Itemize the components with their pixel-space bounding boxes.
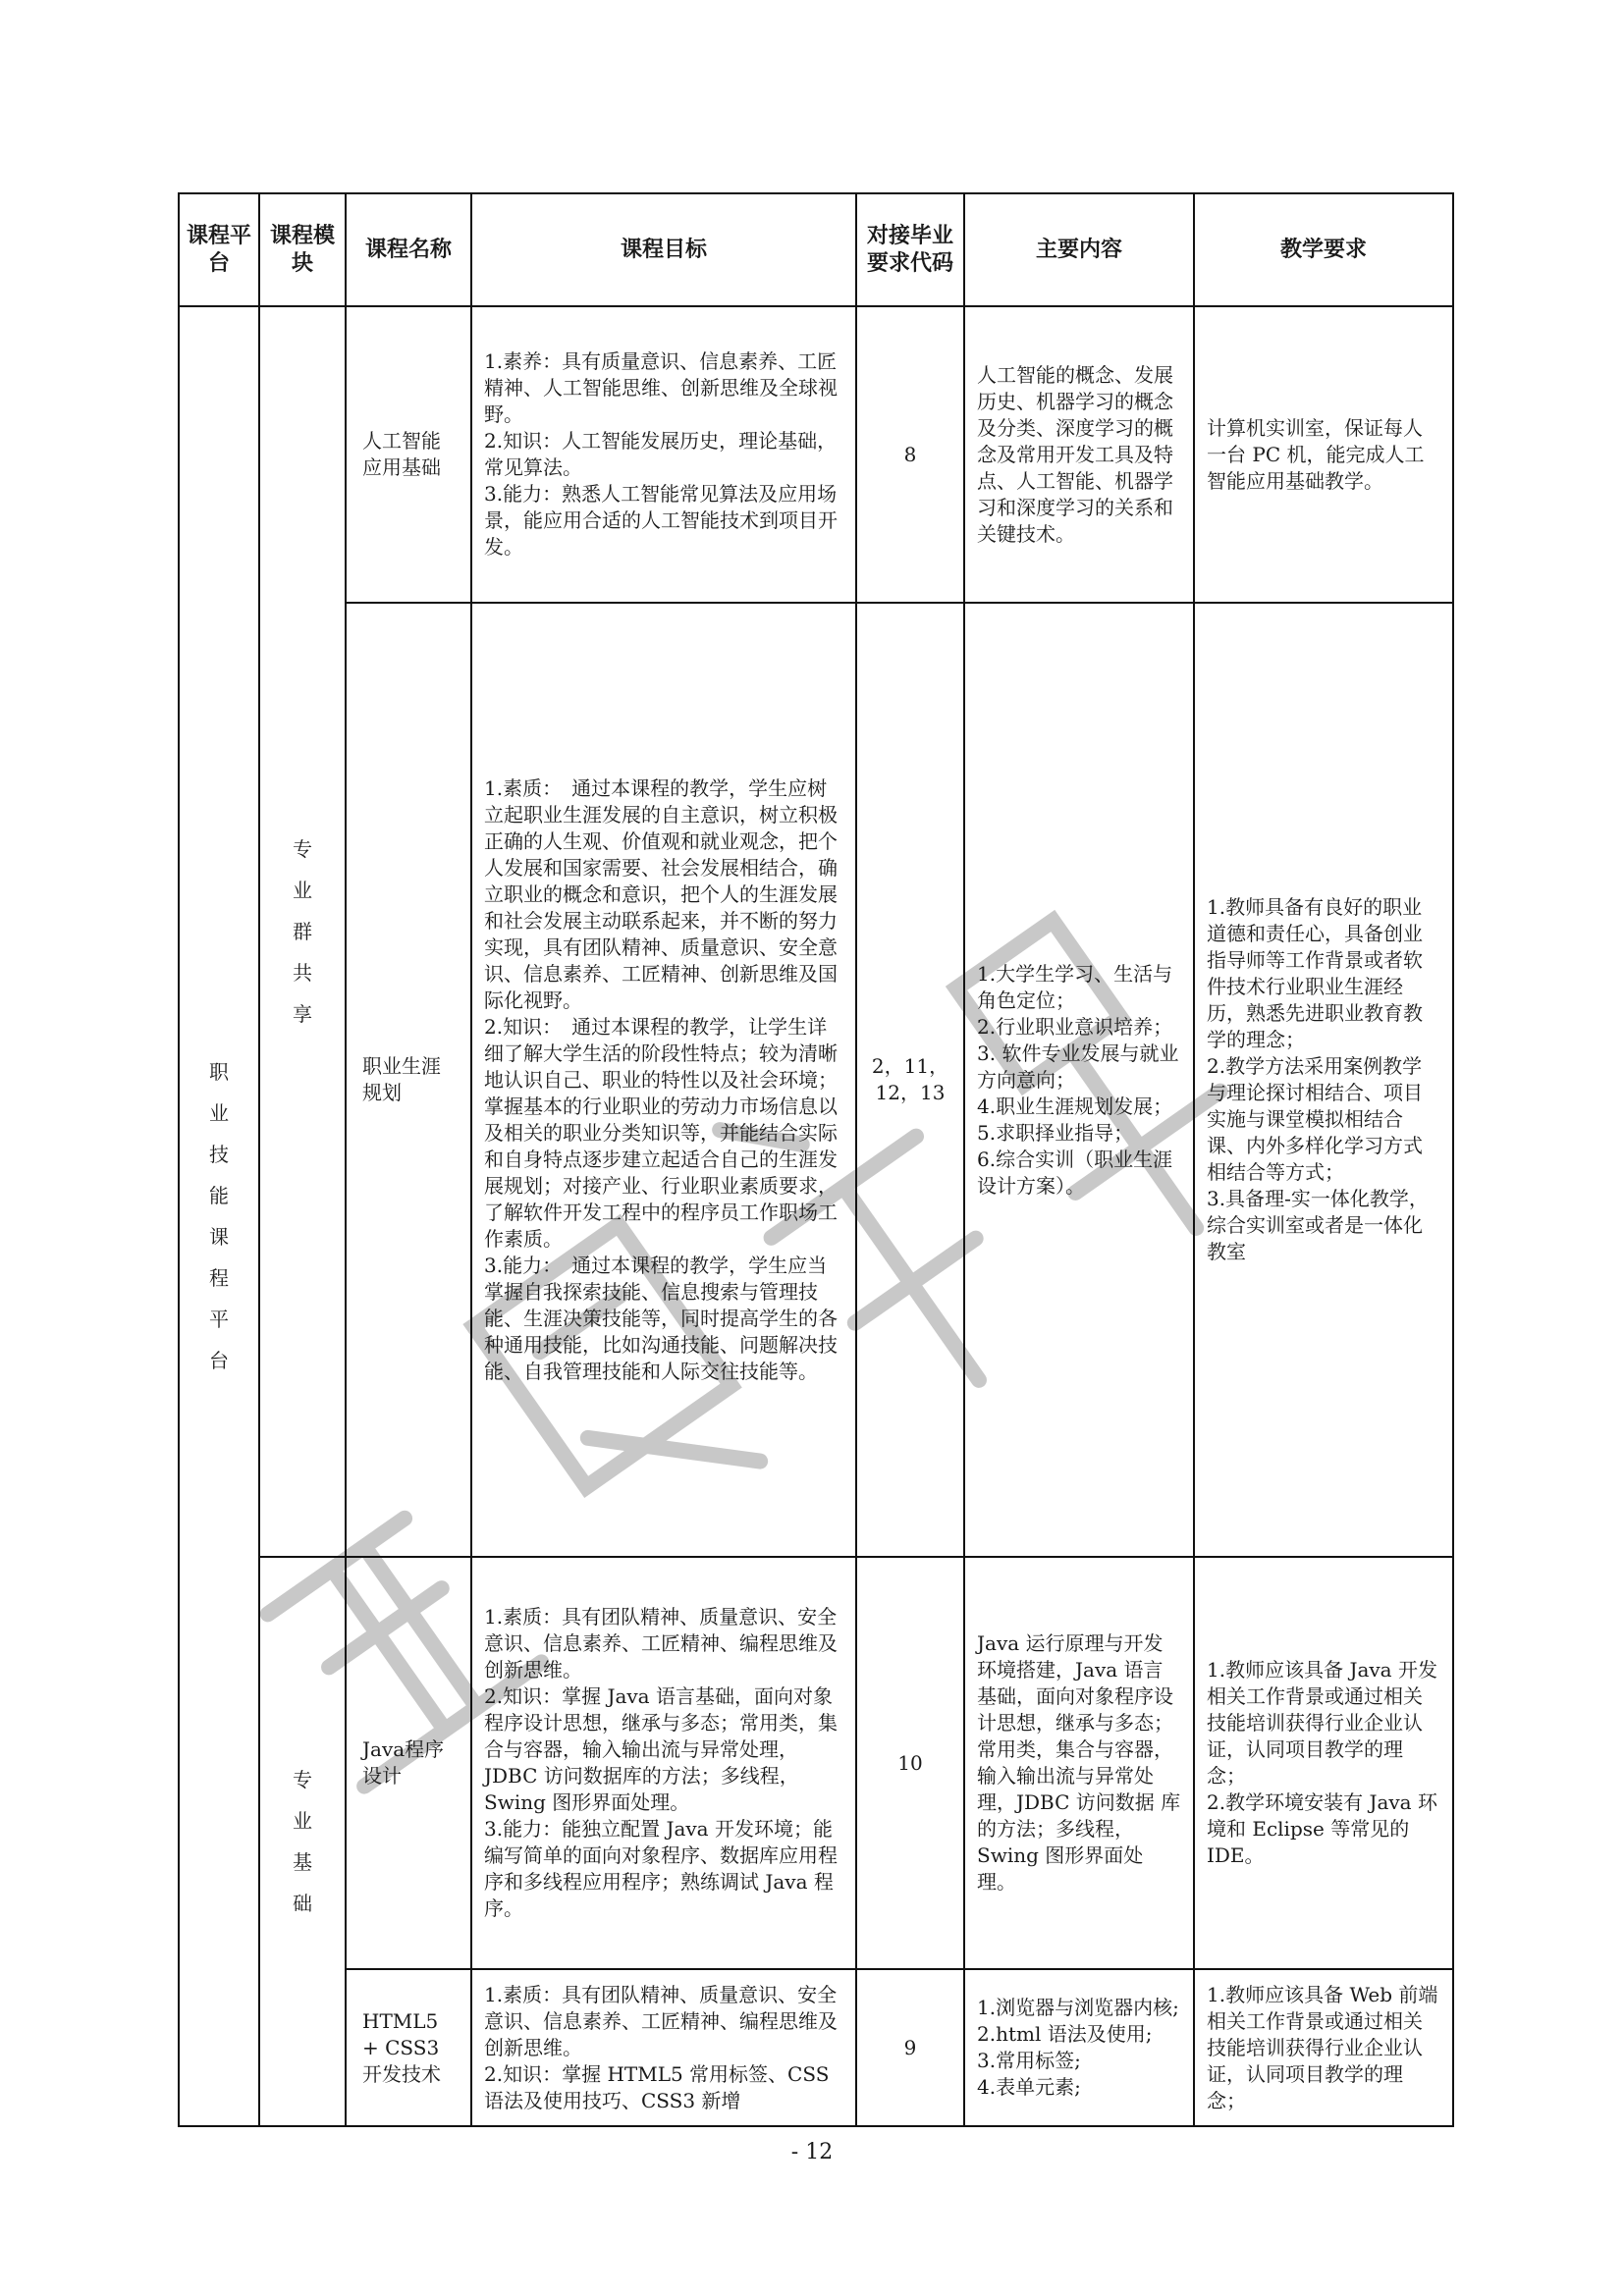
course-goals: 1.素质： 通过本课程的教学，学生应树立起职业生涯发展的自主意识，树立积极正确的人生观、价值观和就业观念，把个人发展和国家需要、社会发展相结合，确立职业的概念和意识，把个人的生涯发展和社会发展主动联系起来，并不断的努力实现，具有团队精神、质量意识、安全意识、信息素养、工匠精神、创新思维及国际化视野。 2.知识： 通过本课程的教学，让学生详细了解大学生活的阶段性特点；较为清晰地认识自己、职业的特性以及社会环境；掌握基本的行业职业的劳动力市场信息以及相关的职业分类知识等，并能结合实际和自身特点逐步建立起适合自己的生涯发展规划；对接产业、行业职业素质要求，了解软件开发工程中的程序员工作职场工作素质。 3.能力： 通过本课程的教学，学生应当掌握自我探索技能、信息搜索与管理技能、生涯决策技能等，同时提高学生的各种通用技能，比如沟通技能、问题解决技能、自我管理技能和人际交往技能等。 xyxy=(471,603,856,1557)
graduation-code: 9 xyxy=(856,1969,964,2126)
table-row xyxy=(179,603,1453,1557)
course-goals: 1.素质：具有团队精神、质量意识、安全意识、信息素养、工匠精神、编程思维及创新思维。 2.知识：掌握 Java 语言基础，面向对象程序设计思想，继承与多态；常用类，集合与容器，输入输出流与异常处理，JDBC 访问数据库的方法；多线程，Swing 图形界面处理。 3.能力：能独立配置 Java 开发环境；能编写简单的面向对象程序、数据库应用程序和多线程应用程序；熟练调试 Java 程序。 xyxy=(471,1557,856,1969)
page-number: - 12 xyxy=(790,2140,834,2164)
curriculum-table xyxy=(178,192,1454,2127)
header-module: 课程模块 xyxy=(259,193,346,306)
header-course-name: 课程名称 xyxy=(346,193,471,306)
graduation-code: 10 xyxy=(856,1557,964,1969)
main-content: Java 运行原理与开发环境搭建，Java 语言基础，面向对象程序设计思想，继承与多态；常用类，集合与容器，输入输出流与异常处理，JDBC 访问数据 库的方法；多线程，Swing 图形界面处理。 xyxy=(964,1557,1194,1969)
main-content: 人工智能的概念、发展历史、机器学习的概念及分类、深度学习的概念及常用开发工具及特点、人工智能、机器学习和深度学习的关系和关键技术。 xyxy=(964,306,1194,603)
header-teaching-req: 教学要求 xyxy=(1194,193,1453,306)
header-main-content: 主要内容 xyxy=(964,193,1194,306)
header-goals: 课程目标 xyxy=(471,193,856,306)
table-row xyxy=(179,1557,1453,1969)
teaching-requirement: 1.教师应该具备 Java 开发相关工作背景或通过相关技能培训获得行业企业认证，认同项目教学的理念； 2.教学环境安装有 Java 环境和 Eclipse 等常见的 IDE。 xyxy=(1194,1557,1453,1969)
course-goals: 1.素养：具有质量意识、信息素养、工匠精神、人工智能思维、创新思维及全球视野。 2.知识：人工智能发展历史，理论基础，常见算法。 3.能力：熟悉人工智能常见算法及应用场景，能应用合适的人工智能技术到项目开发。 xyxy=(471,306,856,603)
graduation-code: 2，11，12，13 xyxy=(856,603,964,1557)
teaching-requirement: 计算机实训室，保证每人一台 PC 机，能完成人工智能应用基础教学。 xyxy=(1194,306,1453,603)
table-row xyxy=(179,1969,1453,2126)
course-name: 人工智能应用基础 xyxy=(346,306,471,603)
main-content: 1.大学生学习、生活与角色定位； 2.行业职业意识培养； 3. 软件专业发展与就业方向意向； 4.职业生涯规划发展； 5.求职择业指导； 6.综合实训（职业生涯设计方案）。 xyxy=(964,603,1194,1557)
graduation-code: 8 xyxy=(856,306,964,603)
course-name: 职业生涯规划 xyxy=(346,603,471,1557)
table-row xyxy=(179,306,1453,603)
header-platform: 课程平台 xyxy=(179,193,259,306)
course-name: HTML5 + CSS3 开发技术 xyxy=(346,1969,471,2126)
platform-cell: 职业技能课程平台 xyxy=(179,306,259,2126)
module-cell-shared: 专业群共享 xyxy=(259,306,346,1557)
header-graduation-code: 对接毕业要求代码 xyxy=(856,193,964,306)
module-cell-foundation: 专业基础 xyxy=(259,1557,346,2126)
table-header-row xyxy=(179,193,1453,306)
main-content: 1.浏览器与浏览器内核; 2.html 语法及使用; 3.常用标签; 4.表单元素; xyxy=(964,1969,1194,2126)
teaching-requirement: 1.教师应该具备 Web 前端相关工作背景或通过相关技能培训获得行业企业认证，认同项目教学的理念； xyxy=(1194,1969,1453,2126)
course-goals: 1.素质：具有团队精神、质量意识、安全意识、信息素养、工匠精神、编程思维及创新思维。 2.知识：掌握 HTML5 常用标签、CSS 语法及使用技巧、CSS3 新增 xyxy=(471,1969,856,2126)
teaching-requirement: 1.教师具备有良好的职业道德和责任心，具备创业指导师等工作背景或者软件技术行业职业生涯经历，熟悉先进职业教育教学的理念； 2.教学方法采用案例教学与理论探讨相结合、项目实施与课堂模拟相结合课、内外多样化学习方式相结合等方式； 3.具备理-实一体化教学，综合实训室或者是一体化教室 xyxy=(1194,603,1453,1557)
course-name: Java程序设计 xyxy=(346,1557,471,1969)
